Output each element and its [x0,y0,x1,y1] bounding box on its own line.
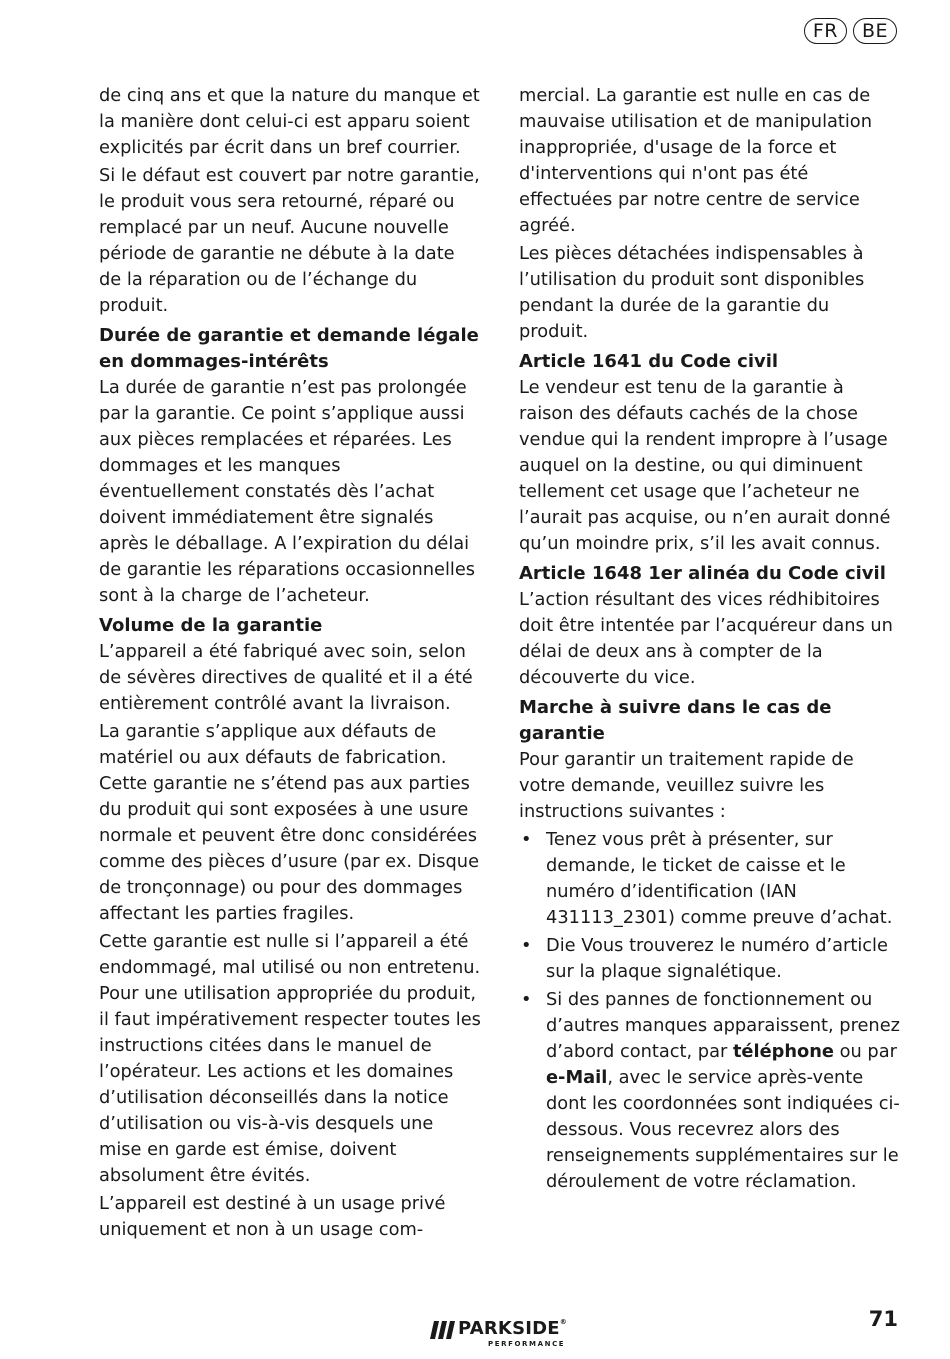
paragraph: Si le défaut est couvert par notre garantie, le produit vous sera retourné, réparé ou remplacé par un neuf. Aucune nouvelle période de garantie ne débute à la date de la réparation ou de l’échange du produit. [99,165,480,316]
paragraph: La durée de garantie n’est pas prolongée par la garantie. Ce point s’applique aussi aux pièces remplacées et réparées. Les dommages et les manques éventuellement constatés dès l’achat doivent immédiatement être signalés après le déballage. A l’expiration du délai de garantie les réparations occasionnelles sont à la charge de l’acheteur. [99,377,476,606]
language-badges [804,18,897,44]
phone-emphasis: téléphone [732,1041,834,1062]
bullet-text: ou par [833,1041,897,1062]
section-heading-marche: Marche à suivre dans le cas de garantie [519,697,832,744]
logo-subtitle: PERFORMANCE [488,1340,566,1348]
paragraph: L’appareil est destiné à un usage privé uniquement et non à un usage com- [99,1193,446,1240]
paragraph: Les pièces détachées indispensables à l’utilisation du produit sont disponibles pendant la durée de la garantie du produit. [519,243,865,342]
paragraph: Le vendeur est tenu de la garantie à raison des défauts cachés de la chose vendue qui la rendent impropre à l’usage auquel on la destine, ou qui diminuent tellement cet usage que l’acheteur ne l’aurait pas acquise, ou n’en aurait donné qu’un moindre prix, s’il les avait connus. [519,377,891,554]
list-item: • Tenez vous prêt à présenter, sur demande, le ticket de caisse et le numéro d’identification (IAN 431113_2301) comme preuve d’achat. [519,827,903,931]
email-emphasis: e-Mail [546,1067,608,1088]
left-column [99,83,481,1245]
instructions-list [519,827,903,1195]
paragraph: L’appareil a été fabriqué avec soin, selon de sévères directives de qualité et il a été entièrement contrôlé avant la livraison. [99,641,473,714]
section-heading-article-1641: Article 1641 du Code civil [519,351,779,372]
right-column [519,83,903,1197]
paragraph: La garantie s’applique aux défauts de matériel ou aux défauts de fabrication. Cette garantie ne s’étend pas aux parties du produit qui sont exposées à une usure normale et peuvent être donc considérées comme des pièces d’usure (par ex. Disque de tronçonnage) ou pour des dommages affectant les parties fragiles. [99,721,480,924]
lang-badge-be: BE [853,18,897,44]
paragraph: de cinq ans et que la nature du manque et la manière dont celui-ci est apparu soient explicités par écrit dans un bref courrier. [99,85,480,158]
section-heading-volume: Volume de la garantie [99,615,323,636]
list-item [519,987,903,1195]
logo-wordmark [458,1318,567,1339]
page-number: 71 [868,1307,898,1331]
section-heading-duree: Durée de garantie et demande légale en dommages-intérêts [99,325,479,372]
lang-badge-fr: FR [804,18,847,44]
list-item: • Die Vous trouverez le numéro d’article sur la plaque signalétique. [519,933,903,985]
section-heading-article-1648: Article 1648 1er alinéa du Code civil [519,563,886,584]
registered-mark: ® [559,1318,567,1326]
bullet-text: Si des pannes de fonctionnement ou d’autres manques apparaissent, prenez d’abord contact, par [546,989,900,1062]
paragraph: L’action résultant des vices rédhibitoires doit être intentée par l’acquéreur dans un délai de deux ans à compter de la découverte du vice. [519,589,893,688]
bullet-text: , avec le service après-vente dont les coordonnées sont indiquées ci-dessous. Vous recevrez alors des renseignements supplémentaires sur le déroulement de votre réclamation. [546,1067,900,1192]
paragraph: Cette garantie est nulle si l’appareil a été endommagé, mal utilisé ou non entretenu. Pour une utilisation appropriée du produit, il faut impérativement respecter toutes les instructions citées dans le manuel de l’opérateur. Les actions et les domaines d’utilisation déconseillés dans la notice d’utilisation ou vis-à-vis desquels une mise en garde est émise, doivent absolument être évités. [99,931,481,1186]
logo-text: PARKSIDE [458,1318,560,1339]
three-slashes-icon [430,1321,456,1339]
paragraph: Pour garantir un traitement rapide de votre demande, veuillez suivre les instructions suivantes : [519,749,854,822]
parkside-logo [430,1318,590,1352]
paragraph: mercial. La garantie est nulle en cas de mauvaise utilisation et de manipulation inappropriée, d'usage de la force et d'interventions qui n'ont pas été effectuées par notre centre de service agréé. [519,85,872,236]
